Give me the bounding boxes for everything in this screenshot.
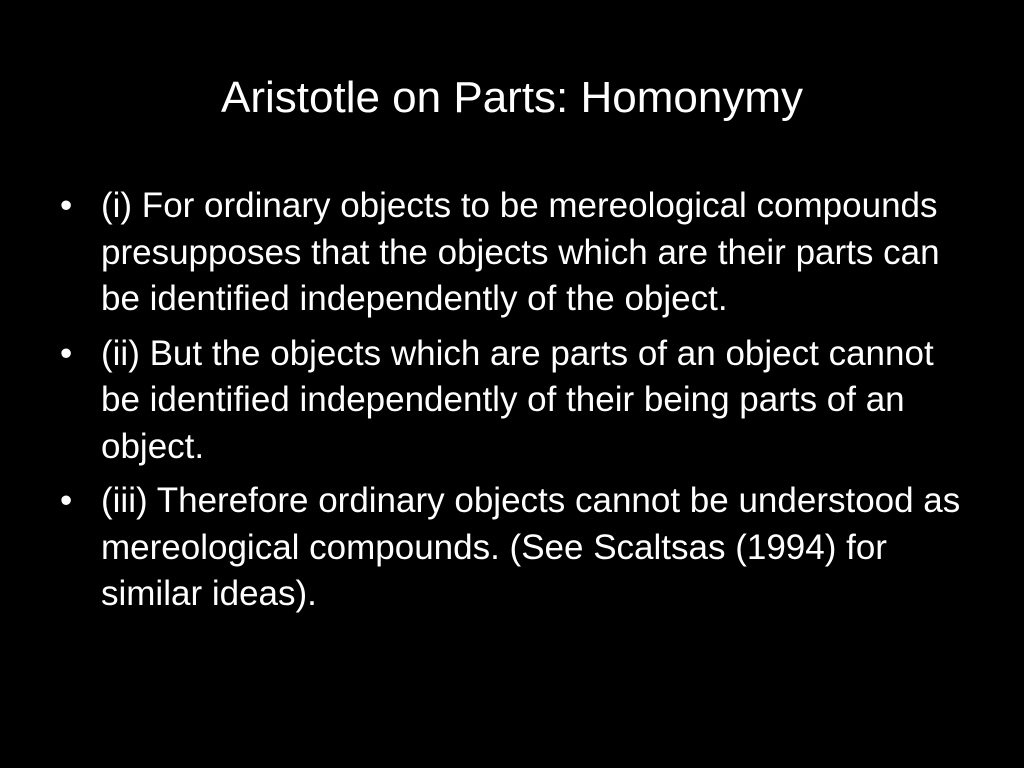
bullet-text-3: (iii) Therefore ordinary objects cannot be understood as mereological compounds. (See Scaltsas (1994) for similar ideas). (101, 481, 961, 613)
slide-title: Aristotle on Parts: Homonymy (221, 73, 803, 122)
bullet-item-1 (58, 183, 963, 323)
bullet-item-2 (58, 331, 963, 471)
bullet-text-2: (ii) But the objects which are parts of an object cannot be identified independently of their being parts of an object. (101, 333, 934, 466)
bullet-text-1: (i) For ordinary objects to be mereological compounds presupposes that the objects which are their parts can be identified independently of the object. (101, 186, 940, 318)
bullet-item-3 (58, 478, 963, 618)
bullet-icon: • (60, 186, 73, 225)
bullet-list (58, 183, 963, 626)
bullet-icon: • (60, 481, 73, 520)
bullet-icon: • (60, 333, 73, 373)
